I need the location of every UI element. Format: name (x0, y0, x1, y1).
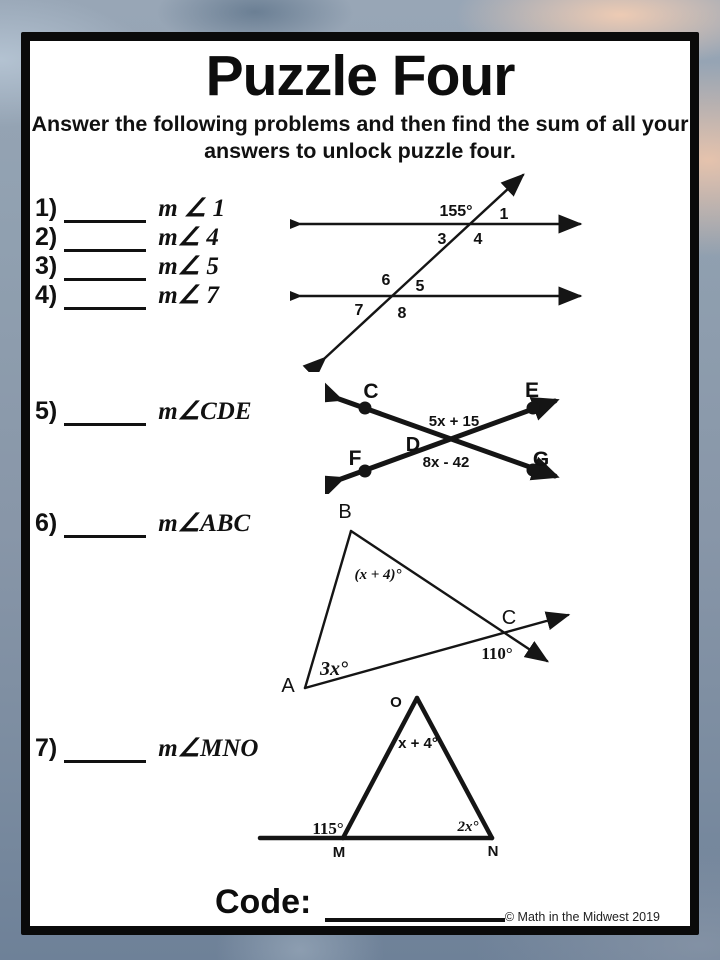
vertical-angles-diagram (325, 380, 575, 494)
point-label-g: G (532, 448, 550, 471)
problem-expression: m∠CDE (158, 398, 252, 425)
problem-number: 2) (35, 223, 58, 251)
worksheet-page (21, 32, 699, 935)
point-label-m: M (332, 844, 346, 861)
instructions-text (30, 111, 690, 165)
point-dot-e (527, 402, 540, 415)
angle-5-label: 5 (415, 278, 425, 295)
angle-1-label: 1 (499, 206, 509, 223)
angle-3-label: 3 (437, 231, 447, 248)
transversal-line (325, 175, 523, 358)
triangle-mno-diagram (255, 690, 520, 870)
problem-expression: m∠ 7 (158, 282, 219, 309)
angle-4-label: 4 (473, 231, 483, 248)
point-label-n: N (487, 843, 499, 860)
instructions-line-2: answers to unlock puzzle four. (204, 139, 516, 163)
angle-6-label: 6 (381, 272, 391, 289)
problem-number: 3) (35, 252, 58, 280)
instructions-line-1: Answer the following problems and then find the sum of all your (31, 112, 689, 136)
top-angle-expression: 5x + 15 (428, 413, 480, 430)
side-o-m (343, 698, 417, 838)
exterior-angle-m-label: 115° (312, 819, 344, 838)
triangle-abc-diagram (275, 495, 590, 700)
problem-number: 5) (35, 397, 58, 425)
problem-expression: m∠MNO (158, 735, 259, 762)
problem-number: 6) (35, 509, 58, 537)
answer-blank[interactable] (64, 228, 146, 252)
angle-8-label: 8 (397, 305, 407, 322)
code-section (215, 883, 505, 922)
angle-7-label: 7 (354, 302, 364, 319)
problem-number: 4) (35, 281, 58, 309)
problem-row-4 (35, 280, 219, 310)
problem-row-6 (35, 508, 250, 538)
point-label-c: C (363, 380, 379, 403)
answer-blank[interactable] (64, 286, 146, 310)
side-o-n (417, 698, 492, 838)
problem-row-2 (35, 222, 219, 252)
point-dot-c (359, 402, 372, 415)
ray-b-through-c (351, 531, 547, 661)
answer-blank[interactable] (64, 199, 146, 223)
point-label-a: A (281, 675, 295, 697)
answer-blank[interactable] (64, 739, 146, 763)
bottom-angle-expression: 8x - 42 (422, 454, 470, 471)
point-label-e: E (524, 380, 540, 402)
code-answer-blank[interactable] (325, 892, 505, 922)
point-label-f: F (348, 447, 362, 470)
problem-row-1 (35, 193, 225, 223)
point-label-o: O (390, 694, 402, 711)
angle-b-expression: (x + 4)° (354, 567, 402, 583)
problem-row-5 (35, 396, 252, 426)
exterior-angle-c-label: 110° (481, 644, 513, 663)
problem-row-3 (35, 251, 219, 281)
parallel-lines-diagram (290, 160, 590, 372)
angle-a-expression: 3x° (320, 658, 348, 680)
problem-expression: m ∠ 1 (158, 195, 226, 222)
problem-expression: m∠ 5 (158, 253, 219, 280)
problem-number: 7) (35, 734, 58, 762)
page-title: Puzzle Four (205, 44, 515, 108)
problem-row-7 (35, 733, 258, 763)
answer-blank[interactable] (64, 402, 146, 426)
given-angle-label: 155° (439, 203, 473, 220)
problem-expression: m∠ 4 (158, 224, 219, 251)
answer-blank[interactable] (64, 514, 146, 538)
problem-expression: m∠ABC (158, 510, 251, 537)
copyright-text: © Math in the Midwest 2019 (504, 910, 660, 924)
angle-n-expression: 2x° (457, 819, 479, 835)
point-label-d: D (405, 434, 421, 456)
problem-number: 1) (35, 194, 58, 222)
code-label: Code: (215, 883, 312, 921)
answer-blank[interactable] (64, 257, 146, 281)
point-label-c: C (501, 607, 517, 629)
point-label-b: B (338, 501, 352, 523)
angle-o-expression: x + 4° (398, 735, 438, 752)
